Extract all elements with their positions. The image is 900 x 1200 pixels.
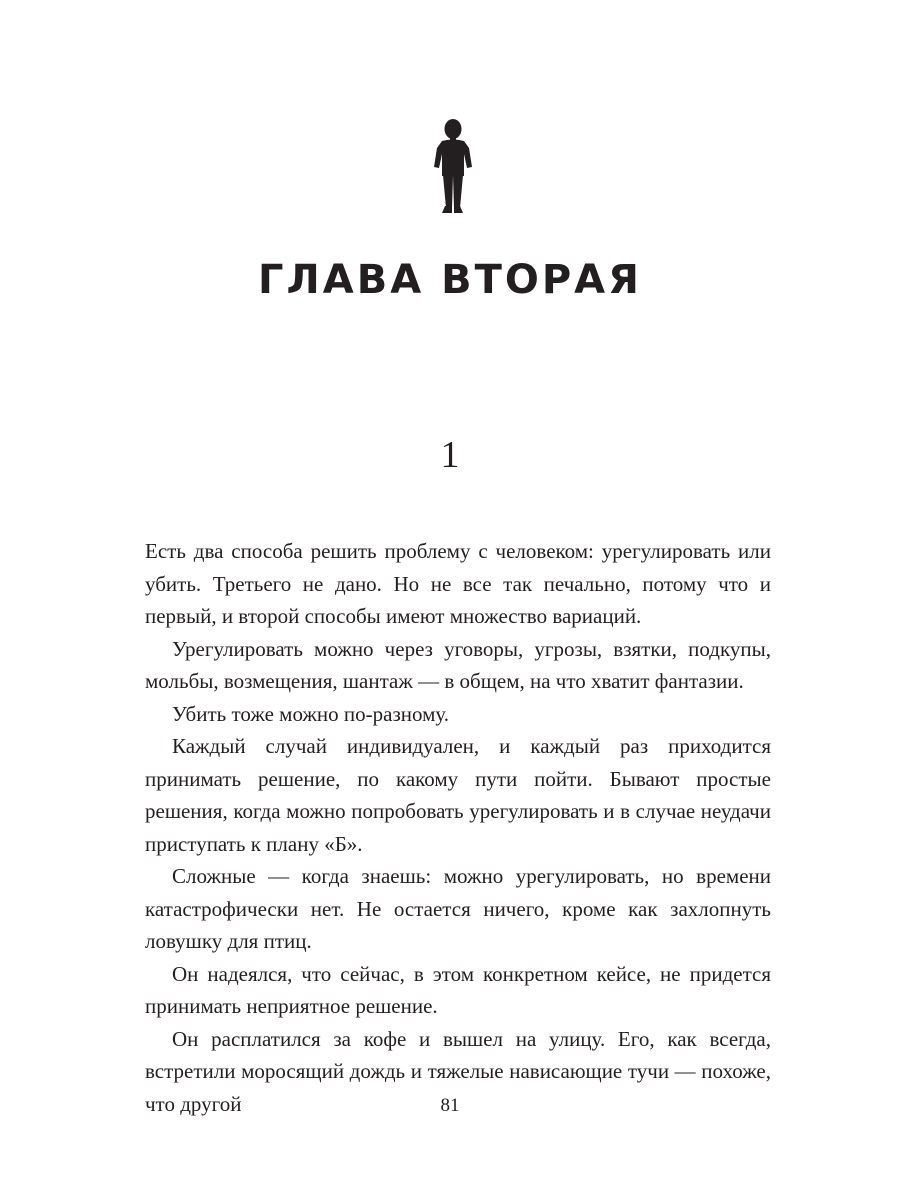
paragraph: Он надеялся, что сейчас, в этом конкретном кейсе, не придется принимать неприятное решение. [145, 961, 771, 1018]
page-number: 81 [440, 1095, 460, 1116]
section-number: 1 [440, 434, 460, 476]
paragraph: Сложные — когда знаешь: можно урегулировать, но времени катастрофически нет. Не остается ничего, кроме как захлопнуть ловушку для птиц. [145, 864, 771, 953]
paragraph: Убить тоже можно по-разному. [172, 701, 450, 726]
paragraph: Он расплатился за кофе и вышел на улицу. Его, как всегда, встретили моросящий дождь и тяжелые нависающие тучи — похоже, что другой [145, 1026, 771, 1116]
paragraph: Каждый случай индивидуален, и каждый раз приходится принимать решение, по какому пути пойти. Бывают простые решения, когда можно попробовать урегулировать и в случае неудачи приступать к плану «Б». [145, 734, 771, 856]
child-silhouette-icon [433, 118, 473, 216]
body-text [145, 535, 771, 1120]
paragraph: Есть два способа решить проблему с человеком: урегулировать или убить. Третьего не дано. Но не все так печально, потому что и первый, и второй способы имеют множество вариаций. [145, 539, 771, 628]
paragraph: Урегулировать можно через уговоры, угрозы, взятки, подкупы, мольбы, возмещения, шантаж — в общем, на что хватит фантазии. [145, 636, 771, 693]
chapter-title: ГЛАВА ВТОРАЯ [258, 257, 642, 303]
